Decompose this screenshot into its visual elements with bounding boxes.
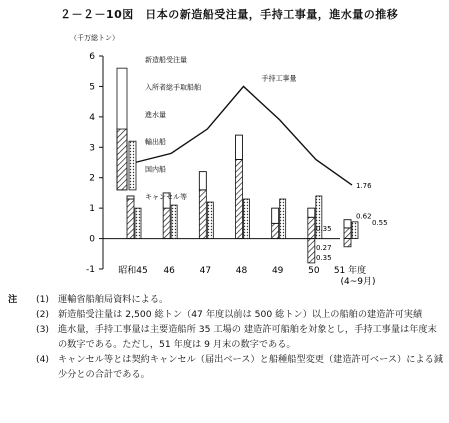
y-tick-label: 2: [89, 173, 95, 184]
bar-launch: [244, 199, 250, 239]
y-unit-label: （千万総トン）: [70, 34, 119, 42]
legend-label: 進水量: [145, 110, 166, 119]
data-label: 0.35: [316, 253, 332, 262]
note-number: (2): [36, 309, 50, 320]
note-row: [8, 292, 444, 307]
note-text: 新造船受注量は 2,500 総トン（47 年度以前は 500 総トン）以上の船舶の建造許可実績: [58, 309, 423, 320]
x-tick-label: 46: [163, 266, 175, 276]
legend-dotted-swatch: [129, 141, 136, 190]
data-label: 0.27: [316, 243, 332, 252]
y-tick-label: 4: [89, 112, 95, 123]
bar-domestic: [199, 190, 206, 239]
bar-export: [272, 208, 279, 223]
bar-launch: [280, 199, 286, 239]
y-tick-label: 5: [89, 82, 95, 93]
x-tick-label: 48: [235, 266, 248, 276]
legend-label: 入所者総手取船舶: [145, 83, 201, 92]
legend-label: 新造船受注量: [145, 56, 187, 65]
x-extra-label: (4~9月): [340, 277, 376, 287]
bar-launch: [135, 208, 141, 238]
legend-label: 国内船: [145, 165, 166, 174]
bar-domestic: [344, 228, 351, 239]
bar-domestic: [163, 208, 170, 238]
y-tick-label: 6: [89, 52, 95, 62]
figure-title: ２－２－10図 日本の新造船受注量，手持工事量，進水量の推移: [60, 8, 399, 21]
legend-marker-label: キャンセル等: [145, 193, 187, 202]
backlog-line-label: 手持工事量: [261, 74, 297, 83]
bar-export: [127, 196, 134, 199]
bar-cancel: [344, 239, 351, 247]
x-tick-label: 47: [199, 266, 212, 276]
legend-label: 輸出船: [145, 138, 166, 147]
bar-export: [236, 135, 243, 159]
y-tick-label: -1: [86, 265, 95, 275]
data-label: 0.35: [316, 224, 332, 233]
bar-launch: [352, 222, 358, 239]
bar-cancel: [308, 239, 315, 263]
note-text: 進水量，手持工事量は主要造船所 35 工場の 建造許可船舶を対象とし，手持工事量は年度末の数字である。ただし，51 年度は 9 月末の数字である。: [58, 324, 437, 350]
bar-launch: [207, 202, 213, 239]
bar-export: [308, 208, 315, 217]
y-tick-label: 1: [89, 204, 95, 215]
y-tick-label: 3: [89, 143, 95, 154]
data-label: 1.76: [356, 182, 372, 191]
bar-domestic: [308, 217, 315, 238]
note-text: 運輸省船舶局資料による。: [58, 294, 169, 305]
note-row: [8, 352, 444, 382]
bar-domestic: [272, 223, 279, 238]
notes-block: [8, 292, 444, 382]
x-tick-label: 51 年度: [333, 266, 367, 276]
bar-export: [199, 172, 206, 190]
bar-export: [344, 220, 351, 228]
note-row: [8, 322, 444, 352]
bar-domestic: [236, 159, 243, 238]
notes-head: 注: [8, 294, 18, 305]
note-row: [8, 307, 444, 322]
bar-launch: [171, 205, 177, 238]
plot-group: [86, 52, 388, 287]
data-label: 0.55: [372, 218, 388, 227]
x-tick-label: 49: [271, 266, 284, 276]
note-number: (4): [36, 354, 50, 365]
legend-hatched-swatch: [117, 129, 127, 190]
y-tick-label: 0: [89, 234, 95, 245]
data-label: 0.62: [356, 212, 372, 221]
x-tick-label: 50: [308, 266, 320, 276]
note-number: (3): [36, 324, 50, 335]
note-number: (1): [36, 294, 50, 305]
backlog-line: [135, 86, 352, 185]
x-tick-label: 昭和45: [118, 266, 148, 276]
bar-domestic: [127, 199, 134, 239]
note-text: キャンセル等とは契約キャンセル（届出ベース）と船種船型変更（建造許可ベース）による減少分との合計である。: [58, 354, 443, 380]
